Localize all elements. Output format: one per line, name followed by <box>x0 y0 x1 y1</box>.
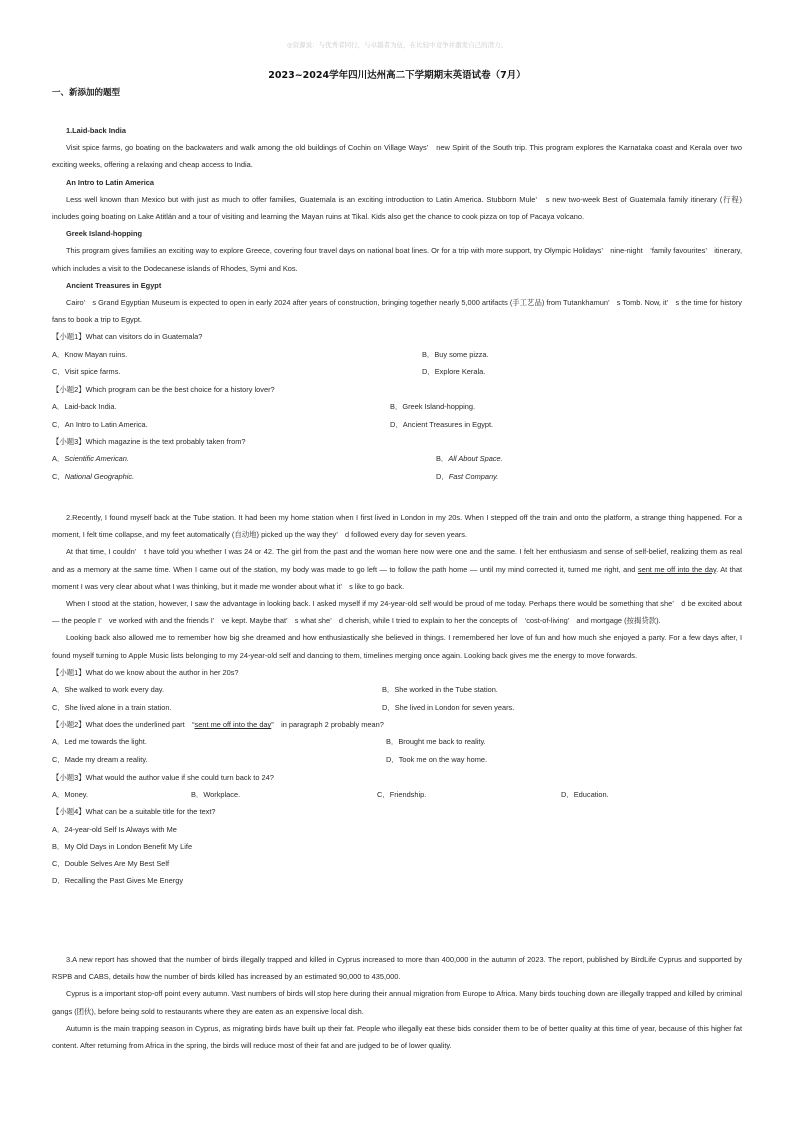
passage-2-paragraph-2 <box>52 543 742 595</box>
passage-1-heading-2: An Intro to Latin America <box>66 177 155 187</box>
passage-1 <box>52 122 742 486</box>
option-b-text: All About Space. <box>448 454 503 464</box>
passage-2-paragraph-2-text-b: . At that moment I was very clear about what I was thinking, but it made me wonder about what it’ s like to go back. <box>52 564 742 591</box>
option-d[interactable]: D．Recalling the Past Gives Me Energy <box>52 876 184 886</box>
passage-1-heading-1: 1.Laid-back India <box>66 126 126 135</box>
question-2-3: 【小题3】What would the author value if she could turn back to 24? <box>52 772 274 782</box>
passage-3-paragraph-1: 3.A new report has showed that the number of birds illegally trapped and killed in Cyprus increased to more than 400,000 in the autumn of 2023. The report, published by BirdLife Cyprus and supported by RSPB and CABS, details how the number of birds killed has increased by an estimated 90,000 to 435,000. <box>52 955 742 982</box>
passage-1-heading-4: Ancient Treasures in Egypt <box>66 280 162 290</box>
option-b[interactable]: B．Brought me back to reality. <box>386 737 486 747</box>
option-c[interactable]: C．An Intro to Latin America. <box>52 419 148 429</box>
option-d[interactable]: D．She lived in London for seven years. <box>382 702 515 712</box>
passage-2 <box>52 509 742 889</box>
passage-1-paragraph-1: Visit spice farms, go boating on the backwaters and walk among the old buildings of Cochin on Village Ways’ new Spirit of the South trip. This program explores the Karnataka coast and Kerala over two exciting weeks, offering a relaxing and cheap access to India. <box>52 143 742 170</box>
passage-2-paragraph-2-text-a: At that time, I couldn’ t have told you whether I was 24 or 42. The girl from the past and the woman here now were one and the same. I felt her enthusiasm and sense of self-belief, realizing them as real and as a memory at the same time. When I came out of the station, my body was made to go left — to follow the path home — until my mind corrected it, turned me right, and <box>52 547 742 574</box>
passage-1-paragraph-2: Less well known than Mexico but with just as much to offer families, Guatemala is an exciting introduction to Latin America. Stubborn Mule’ s new two-week Best of Guatemala family itinerary (行程) includes going boating on Lake Atitlán and a tour of visiting and learning the Mayan ruins at Tikal. Kids also get the chance to cook pizza on top of Pacaya volcano. <box>52 194 742 222</box>
question-2-2-options-row-1 <box>52 733 742 751</box>
passage-1-paragraph-3: This program gives families an exciting way to explore Greece, covering four travel days on national boat lines. Or for a trip with more support, try Olympic Holidays’ nine-night ‘family favourites’ itinerary, which includes a visit to the Dodecanese islands of Rhodes, Symi and Kos. <box>52 246 742 273</box>
option-b[interactable] <box>436 450 503 467</box>
question-1-3: 【小题3】Which magazine is the text probably taken from? <box>52 437 246 447</box>
option-b[interactable]: B．My Old Days in London Benefit My Life <box>52 841 193 851</box>
option-a-text: Scientific American. <box>64 454 129 464</box>
option-c[interactable] <box>52 468 134 485</box>
option-c[interactable]: C．Double Selves Are My Best Self <box>52 859 170 869</box>
passage-2-paragraph-1: 2.Recently, I found myself back at the Tube station. It had been my home station when I first lived in London in my 20s. When I stepped off the train and onto the platform, a strange thing happened. For a moment, I felt time collapse, and my feet automatically (自动地) picked up the way they’ d followed every day for seven years. <box>52 513 742 540</box>
option-a-prefix: A． <box>52 454 65 464</box>
question-2-2-text-a: 【小题2】What does the underlined part “ <box>52 720 195 730</box>
question-1-1-options-row-2 <box>52 363 742 381</box>
question-2-4: 【小题4】What can be a suitable title for the text? <box>52 807 216 817</box>
option-c-prefix: C． <box>52 472 65 482</box>
question-2-2-underlined: sent me off into the day <box>194 720 272 730</box>
passage-2-paragraph-4: Looking back also allowed me to remember how big she dreamed and how enthusiastically she believed in things. I remembered her love of fun and how much she enjoyed a party. For a few days after, I found myself turning to Apple Music lists belonging to my 24-year-old self and dancing to them, timelines merging once again. Looking back gives me the energy to move forwards. <box>52 633 742 660</box>
passage-2-paragraph-3: When I stood at the station, however, I saw the advantage in looking back. I asked myself if my 24-year-old self would be proud of me today. Perhaps there would be something that she’ d be excited about — the people I’ ve worked with and the friends I’ ve kept. Maybe that’ s what she’ d cherish, while I tried to explain to her the concepts of ‘cost-of-living’ and mortgage (按揭贷款). <box>52 599 742 626</box>
underlined-phrase: sent me off into the day <box>637 564 717 574</box>
option-b[interactable]: B．She worked in the Tube station. <box>382 685 498 695</box>
option-c-text: National Geographic. <box>64 472 135 482</box>
option-d-text: Fast Company. <box>448 472 499 482</box>
option-a[interactable] <box>52 450 129 467</box>
section-heading: 一、新添加的题型 <box>52 88 121 98</box>
option-a[interactable]: A．She walked to work every day. <box>52 685 165 695</box>
option-d-prefix: D． <box>436 472 449 482</box>
option-a[interactable]: A．Laid-back India. <box>52 402 117 412</box>
option-c[interactable]: C．Friendship. <box>377 789 427 799</box>
question-1-2: 【小题2】Which program can be the best choice for a history lover? <box>52 384 275 394</box>
question-2-2 <box>52 716 742 733</box>
option-a[interactable]: A．Know Mayan ruins. <box>52 349 128 359</box>
passage-1-paragraph-4: Cairo’ s Grand Egyptian Museum is expected to open in early 2024 after years of construction, bringing together nearly 5,000 artifacts (手工艺品) from Tutankhamun’ s Tomb. Now, it’ s the time for history fans to book a trip to Egypt. <box>52 298 742 325</box>
passage-1-heading-3: Greek Island-hopping <box>66 229 142 239</box>
question-1-2-options-row-2 <box>52 416 742 434</box>
option-c[interactable]: C．Made my dream a reality. <box>52 755 148 765</box>
question-2-1: 【小题1】What do we know about the author in her 20s? <box>52 667 239 677</box>
option-d[interactable]: D．Explore Kerala. <box>422 367 486 377</box>
question-2-3-options <box>52 786 742 804</box>
option-b[interactable]: B．Workplace. <box>191 789 241 799</box>
option-d[interactable]: D．Ancient Treasures in Egypt. <box>390 419 494 429</box>
question-1-3-options-row-1 <box>52 450 742 468</box>
option-b[interactable]: B．Greek Island-hopping. <box>390 402 476 412</box>
option-d[interactable]: D．Education. <box>561 789 609 799</box>
option-b[interactable]: B．Buy some pizza. <box>422 349 489 359</box>
question-2-2-options-row-2 <box>52 751 742 769</box>
option-d[interactable] <box>436 468 498 485</box>
question-2-1-options-row-1 <box>52 681 742 699</box>
option-c[interactable]: C．She lived alone in a train station. <box>52 702 172 712</box>
option-a[interactable]: A．24-year-old Self Is Always with Me <box>52 824 177 834</box>
option-d[interactable]: D．Took me on the way home. <box>386 755 488 765</box>
question-2-2-text-b: ” in paragraph 2 probably mean? <box>271 720 384 730</box>
option-a[interactable]: A．Led me towards the light. <box>52 737 147 747</box>
watermark: ◎资源说：与优秀者同行，与卓越者为伍，在比较中竞争并激发自己的潜力。 <box>286 41 508 49</box>
passage-3-paragraph-3: Autumn is the main trapping season in Cyprus, as migrating birds have built up their fat. People who illegally eat these bids consider them to be of better quality at this time of year, because of this higher fat content. After returning from Africa in the spring, the birds will reduce most of their fat and are judged to be of lower quality. <box>52 1023 742 1051</box>
question-1-2-options-row-1 <box>52 398 742 416</box>
passage-3-paragraph-2: Cyprus is a important stop-off point every autumn. Vast numbers of birds will stop here during their annual migration from Europe to Africa. Many birds touching down are illegally trapped and killed by criminal gangs (团伙), before being sold to restaurants where they are eaten as an expensive local dish. <box>52 989 742 1016</box>
option-b-prefix: B． <box>436 454 449 464</box>
page-title: 2023~2024学年四川达州高二下学期期末英语试卷（7月） <box>268 70 526 81</box>
option-a[interactable]: A．Money. <box>52 789 89 799</box>
option-c[interactable]: C．Visit spice farms. <box>52 367 121 377</box>
question-1-1-options-row-1 <box>52 346 742 364</box>
question-1-3-options-row-2 <box>52 468 742 486</box>
passage-3 <box>52 951 742 1054</box>
question-2-1-options-row-2 <box>52 699 742 717</box>
question-1-1: 【小题1】What can visitors do in Guatemala? <box>52 332 203 342</box>
